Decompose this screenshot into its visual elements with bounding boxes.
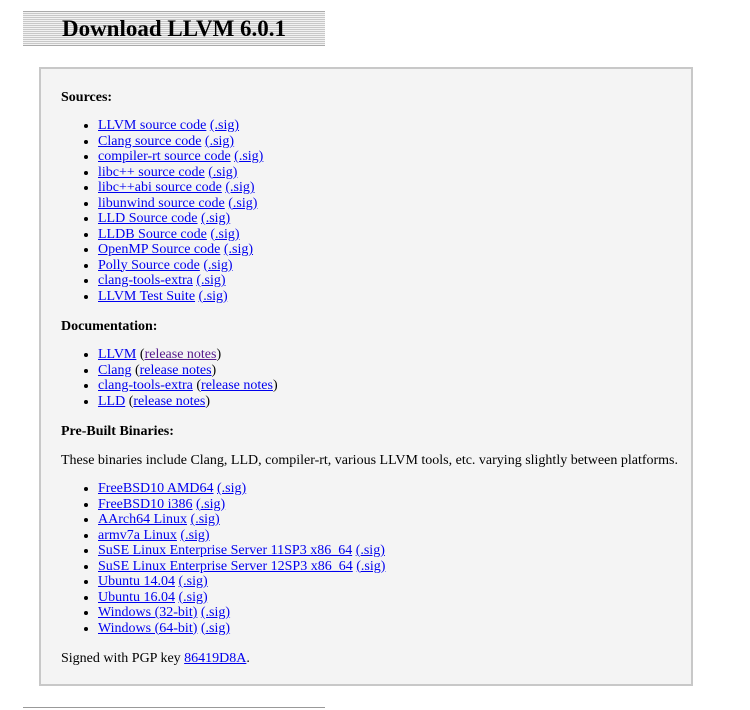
list-item xyxy=(98,273,263,289)
windows-32bit-link[interactable]: Windows (32-bit) xyxy=(98,605,198,620)
freebsd10-amd64-sig-link[interactable]: (.sig) xyxy=(217,481,247,496)
compiler-rt-source-sig-link[interactable]: (.sig) xyxy=(234,149,264,164)
documentation-list xyxy=(61,347,278,409)
list-item xyxy=(98,497,385,513)
clang-tools-extra-source-sig-link[interactable]: (.sig) xyxy=(196,273,226,288)
binaries-heading: Pre-Built Binaries: xyxy=(61,424,174,439)
list-item: • LLVM (release notes) xyxy=(98,347,278,363)
binaries-description: These binaries include Clang, LLD, compiler-rt, various LLVM tools, etc. varying slightly between platforms. xyxy=(61,453,679,468)
list-item xyxy=(98,258,263,274)
polly-source-sig-link[interactable]: (.sig) xyxy=(203,257,233,273)
clang-tools-extra-release-notes-link[interactable]: release notes xyxy=(201,378,273,393)
llvm-release-notes-link[interactable]: release notes xyxy=(144,347,217,362)
windows-32bit-sig-link[interactable]: (.sig) xyxy=(200,605,231,620)
list-item xyxy=(98,180,263,196)
lld-source-link[interactable]: LLD Source code xyxy=(98,211,198,226)
lldb-source-link[interactable]: LLDB Source code xyxy=(98,226,207,242)
aarch64-linux-sig-link[interactable]: (.sig) xyxy=(190,512,220,527)
list-item xyxy=(98,227,263,243)
ubuntu-1604-link[interactable]: Ubuntu 16.04 xyxy=(98,589,175,605)
pgp-signature-note xyxy=(61,651,250,667)
libunwind-source-link[interactable]: libunwind source code xyxy=(98,195,225,211)
suse-11sp3-sig-link[interactable]: (.sig) xyxy=(355,543,385,558)
clang-tools-extra-source-link[interactable]: clang-tools-extra xyxy=(98,273,193,288)
armv7a-linux-sig-link[interactable]: (.sig) xyxy=(180,527,210,543)
list-item xyxy=(98,512,385,528)
binaries-list xyxy=(61,481,385,636)
list-item xyxy=(98,559,385,575)
list-item xyxy=(98,196,263,212)
llvm-source-sig-link[interactable]: (.sig) xyxy=(209,118,240,133)
pgp-signature-prefix: Signed with PGP key xyxy=(61,651,181,666)
clang-docs-link[interactable]: Clang xyxy=(98,362,132,378)
list-item: • Clang (release notes) xyxy=(98,363,278,379)
suse-11sp3-link[interactable]: SuSE Linux Enterprise Server 11SP3 x86_64 xyxy=(98,543,353,558)
list-item xyxy=(98,118,263,134)
ubuntu-1404-link[interactable]: Ubuntu 14.04 xyxy=(98,574,175,589)
lld-docs-link[interactable]: LLD xyxy=(98,393,126,409)
llvm-source-link[interactable]: LLVM source code xyxy=(98,118,207,133)
libcxxabi-source-link[interactable]: libc++abi source code xyxy=(98,180,222,195)
armv7a-linux-link[interactable]: armv7a Linux xyxy=(98,527,177,543)
sources-list xyxy=(61,118,263,304)
llvm-test-suite-sig-link[interactable]: (.sig) xyxy=(198,288,228,304)
list-item xyxy=(98,149,263,165)
libunwind-source-sig-link[interactable]: (.sig) xyxy=(228,195,258,211)
list-item xyxy=(98,590,385,606)
footer-divider xyxy=(23,707,325,708)
ubuntu-1604-sig-link[interactable]: (.sig) xyxy=(178,589,208,605)
pgp-signature-suffix: . xyxy=(246,651,250,666)
list-item xyxy=(98,543,385,559)
openmp-source-link[interactable]: OpenMP Source code xyxy=(98,242,221,257)
lld-release-notes-link[interactable]: release notes xyxy=(133,393,206,409)
llvm-test-suite-link[interactable]: LLVM Test Suite xyxy=(98,288,196,304)
libcxx-source-link[interactable]: libc++ source code xyxy=(98,164,205,180)
list-item xyxy=(98,134,263,150)
list-item: • clang-tools-extra (release notes) xyxy=(98,378,278,394)
suse-12sp3-sig-link[interactable]: (.sig) xyxy=(356,558,386,574)
windows-64bit-sig-link[interactable]: (.sig) xyxy=(200,620,231,636)
freebsd10-amd64-link[interactable]: FreeBSD10 AMD64 xyxy=(98,481,214,496)
openmp-source-sig-link[interactable]: (.sig) xyxy=(223,242,254,257)
documentation-heading: Documentation: xyxy=(61,319,158,334)
list-item xyxy=(98,211,263,227)
list-item xyxy=(98,605,385,621)
clang-release-notes-link[interactable]: release notes xyxy=(139,362,212,378)
sources-heading: Sources: xyxy=(61,90,113,105)
libcxx-source-sig-link[interactable]: (.sig) xyxy=(208,164,238,180)
list-item xyxy=(98,621,385,637)
page-title: Download LLVM 6.0.1 xyxy=(61,16,287,41)
suse-12sp3-link[interactable]: SuSE Linux Enterprise Server 12SP3 x86_64 xyxy=(98,558,353,574)
libcxxabi-source-sig-link[interactable]: (.sig) xyxy=(225,180,255,195)
ubuntu-1404-sig-link[interactable]: (.sig) xyxy=(178,574,208,589)
list-item xyxy=(98,481,385,497)
list-item xyxy=(98,165,263,181)
list-item xyxy=(98,574,385,590)
windows-64bit-link[interactable]: Windows (64-bit) xyxy=(98,620,198,636)
list-item xyxy=(98,528,385,544)
pgp-key-link[interactable]: 86419D8A xyxy=(184,651,247,666)
compiler-rt-source-link[interactable]: compiler-rt source code xyxy=(98,149,231,164)
list-item xyxy=(98,242,263,258)
freebsd10-i386-link[interactable]: FreeBSD10 i386 xyxy=(98,496,193,512)
clang-tools-extra-docs-link[interactable]: clang-tools-extra xyxy=(98,378,193,393)
download-panel xyxy=(39,67,693,686)
freebsd10-i386-sig-link[interactable]: (.sig) xyxy=(196,496,226,512)
list-item: • LLD (release notes) xyxy=(98,394,278,410)
lldb-source-sig-link[interactable]: (.sig) xyxy=(210,226,240,242)
page-title-bar xyxy=(23,11,325,46)
llvm-docs-link[interactable]: LLVM xyxy=(98,347,137,362)
clang-source-link[interactable]: Clang source code xyxy=(98,133,202,149)
polly-source-link[interactable]: Polly Source code xyxy=(98,257,200,273)
list-item xyxy=(98,289,263,305)
aarch64-linux-link[interactable]: AArch64 Linux xyxy=(98,512,188,527)
lld-source-sig-link[interactable]: (.sig) xyxy=(201,211,231,226)
clang-source-sig-link[interactable]: (.sig) xyxy=(204,133,235,149)
